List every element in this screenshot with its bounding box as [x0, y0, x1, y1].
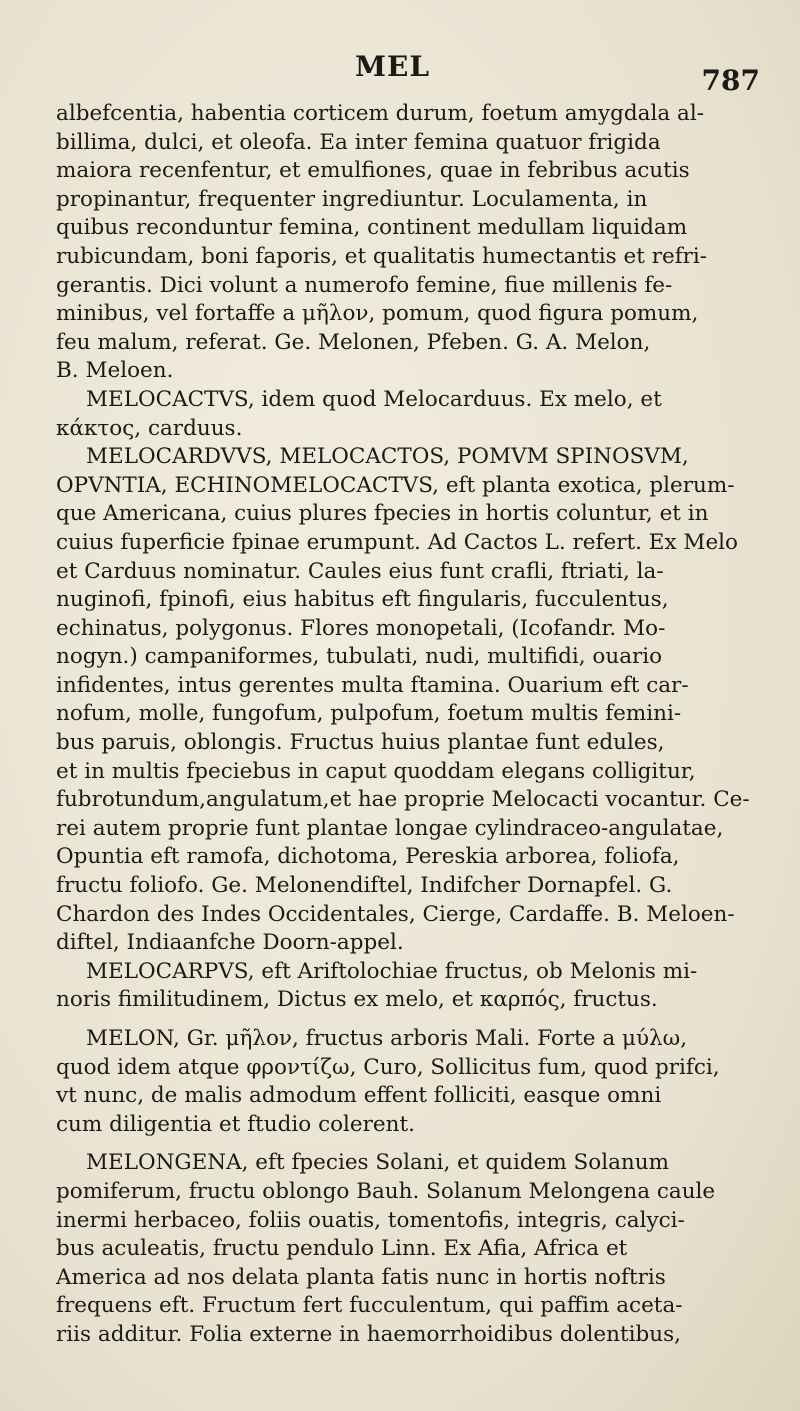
- text-line: echinatus, polygonus. Flores monopetali, (Icofandr. Mo-: [56, 615, 666, 641]
- text-line: pomiferum, fructu oblongo Bauh. Solanum Melongena caule: [56, 1178, 716, 1204]
- text-line: albefcentia, habentia corticem durum, foetum amygdala al-: [56, 101, 704, 126]
- text-line: minibus, vel fortaffe a μῆλον, pomum, quod figura pomum,: [56, 301, 699, 327]
- text-line: gerantis. Dici volunt a numerofo femine, fiue millenis fe-: [56, 272, 673, 298]
- text-line: America ad nos delata planta fatis nunc in hortis noftris: [56, 1264, 666, 1290]
- text-line: cuius fuperficie fpinae erumpunt. Ad Cactos L. refert. Ex Melo: [56, 529, 738, 555]
- text-line: feu malum, referat. Ge. Melonen, Pfeben. G. A. Melon,: [56, 329, 651, 355]
- text-line: rei autem proprie funt plantae longae cylindraceo-angulatae,: [56, 815, 724, 841]
- page-number: 787: [701, 64, 760, 97]
- text-line: nogyn.) campaniformes, tubulati, nudi, multifidi, ouario: [56, 644, 663, 670]
- text-line: propinantur, frequenter ingrediuntur. Loculamenta, in: [56, 186, 648, 212]
- text-line: frequens eft. Fructum fert fucculentum, qui paffim aceta-: [56, 1293, 683, 1319]
- text-line: et Carduus nominatur. Caules eius funt crafli, ftriati, la-: [56, 558, 664, 584]
- text-line: OPVNTIA, ECHINOMELOCACTVS, eft planta exotica, plerum-: [56, 472, 735, 498]
- text-line: B. Meloen.: [56, 358, 174, 384]
- text-line: diftel, Indiaanfche Doorn-appel.: [56, 930, 404, 956]
- running-title: MEL: [355, 50, 431, 83]
- text-line: bus paruis, oblongis. Fructus huius plantae funt edules,: [56, 730, 665, 756]
- text-line: quod idem atque φροντίζω, Curo, Sollicitus fum, quod prifci,: [56, 1054, 720, 1080]
- entry-heading-line: MELON, Gr. μῆλον, fructus arboris Mali. Forte a μύλω,: [86, 1026, 688, 1051]
- entry-heading-line: MELONGENA, eft fpecies Solani, et quidem Solanum: [86, 1150, 670, 1176]
- text-line: nuginofi, fpinofi, eius habitus eft fingularis, fucculentus,: [56, 587, 669, 613]
- text-line: riis additur. Folia externe in haemorrhoidibus dolentibus,: [56, 1321, 681, 1347]
- entry-heading-line: MELOCARPVS, eft Ariftolochiae fructus, ob Melonis mi-: [86, 958, 698, 984]
- text-line: nofum, molle, fungofum, pulpofum, foetum multis femini-: [56, 701, 682, 727]
- text-line: κάκτος, carduus.: [56, 415, 243, 441]
- text-line: noris fimilitudinem, Dictus ex melo, et καρπός, fructus.: [56, 987, 658, 1013]
- entry-heading-line: MELOCARDVVS, MELOCACTOS, POMVM SPINOSVM,: [86, 444, 689, 470]
- text-line: vt nunc, de malis admodum effent folliciti, easque omni: [56, 1083, 662, 1109]
- text-line: billima, dulci, et oleofa. Ea inter femina quatuor frigida: [56, 129, 661, 155]
- text-line: Chardon des Indes Occidentales, Cierge, Cardaffe. B. Meloen-: [56, 901, 735, 927]
- text-line: fubrotundum,angulatum,et hae proprie Melocacti vocantur. Ce-: [56, 787, 750, 813]
- running-head: [0, 50, 800, 97]
- body-text: [56, 100, 768, 1350]
- text-line: inermi herbaceo, foliis ouatis, tomentofis, integris, calyci-: [56, 1207, 685, 1233]
- text-line: rubicundam, boni faporis, et qualitatis humectantis et refri-: [56, 243, 708, 269]
- paragraph-gap: [56, 1139, 768, 1149]
- text-line: Opuntia eft ramofa, dichotoma, Pereskia arborea, foliofa,: [56, 844, 680, 870]
- text-line: bus aculeatis, fructu pendulo Linn. Ex Afia, Africa et: [56, 1236, 628, 1262]
- text-line: que Americana, cuius plures fpecies in hortis coluntur, et in: [56, 501, 709, 527]
- text-line: et in multis fpeciebus in caput quoddam elegans colligitur,: [56, 758, 696, 784]
- text-line: quibus reconduntur femina, continent medullam liquidam: [56, 215, 688, 241]
- text-line: cum diligentia et ftudio colerent.: [56, 1111, 415, 1137]
- text-line: fructu foliofo. Ge. Melonendiftel, Indifcher Dornapfel. G.: [56, 873, 673, 899]
- text-line: infidentes, intus gerentes multa ftamina. Ouarium eft car-: [56, 672, 689, 698]
- text-line: maiora recenfentur, et emulfiones, quae in febribus acutis: [56, 158, 690, 184]
- paragraph-gap: [56, 1015, 768, 1025]
- entry-heading-line: MELOCACTVS, idem quod Melocarduus. Ex melo, et: [86, 386, 662, 412]
